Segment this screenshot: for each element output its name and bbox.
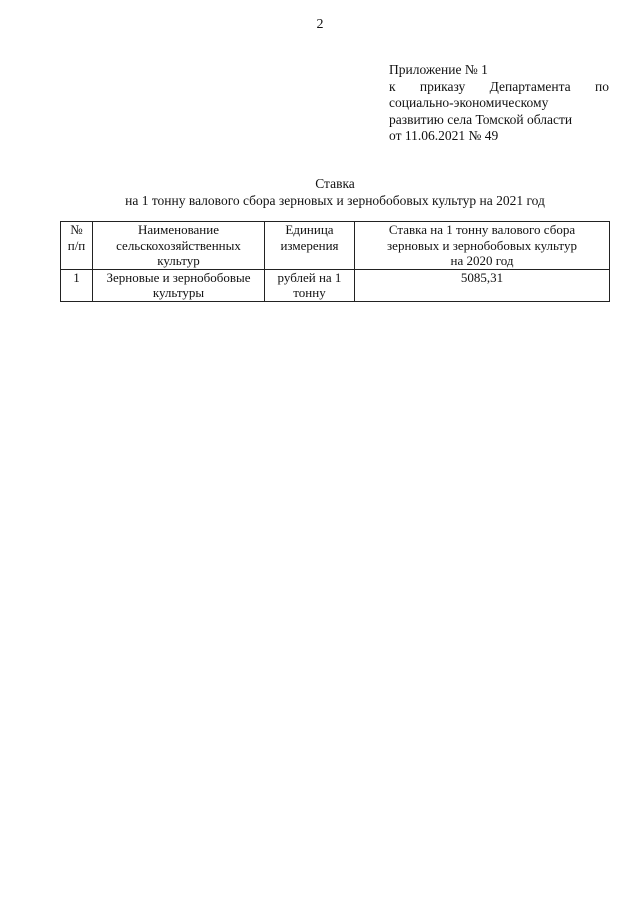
header-text: на 2020 год xyxy=(450,253,514,268)
appendix-word: Департамента xyxy=(489,78,571,94)
cell-text: рублей на 1 xyxy=(277,269,342,285)
header-crop-name xyxy=(93,222,265,270)
cell-text: Зерновые и зернобобовые xyxy=(106,269,251,285)
cell-unit xyxy=(265,269,355,301)
header-text: п/п xyxy=(67,237,86,253)
header-unit xyxy=(265,222,355,270)
appendix-block xyxy=(389,62,609,145)
title-line: Ставка xyxy=(315,176,355,191)
header-text: Ставка на 1 тонну валового сбора xyxy=(388,222,576,237)
cell-text: культуры xyxy=(152,285,205,300)
title-line: на 1 тонну валового сбора зерновых и зернобобовых культур на 2021 год xyxy=(125,193,545,208)
appendix-word: приказу xyxy=(419,78,466,94)
header-text: № xyxy=(70,222,83,237)
appendix-word: к xyxy=(389,78,396,94)
header-text: Наименование xyxy=(138,222,219,237)
appendix-word: по xyxy=(594,78,609,94)
cell-text: тонну xyxy=(293,285,326,300)
header-text: Единица xyxy=(285,222,334,237)
appendix-department-line: социально-экономическому xyxy=(389,95,549,110)
header-rate xyxy=(355,222,610,270)
cell-crop-name xyxy=(93,269,265,301)
table-row xyxy=(61,269,610,301)
header-text: сельскохозяйственных xyxy=(116,237,241,253)
header-text: измерения xyxy=(280,237,339,253)
header-text: зерновых и зернобобовых культур xyxy=(387,237,577,253)
cell-number: 1 xyxy=(61,269,93,301)
appendix-department-line: развитию села Томской области xyxy=(389,111,573,127)
header-number xyxy=(61,222,93,270)
appendix-date-line: от 11.06.2021 № 49 xyxy=(389,128,499,143)
page-number: 2 xyxy=(316,17,324,32)
cell-rate: 5085,31 xyxy=(355,269,610,301)
table-header-row xyxy=(61,222,610,270)
header-text: культур xyxy=(157,253,200,268)
appendix-order-line xyxy=(389,79,609,96)
appendix-title: Приложение № 1 xyxy=(389,62,488,77)
rate-table xyxy=(60,221,610,302)
document-title xyxy=(0,175,640,209)
